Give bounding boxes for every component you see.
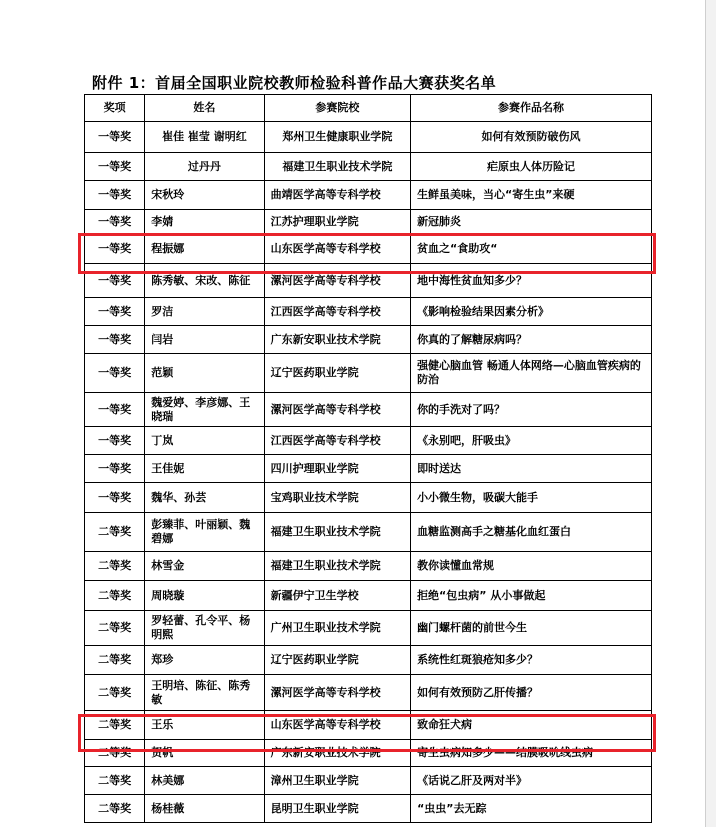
work-cell: 寄生虫病知多少——结膜吸吮线虫病 — [411, 740, 652, 767]
school-cell: 广东新安职业技术学院 — [264, 740, 410, 767]
name-cell: 王佳妮 — [145, 455, 264, 483]
header-prize: 奖项 — [85, 95, 145, 122]
name-cell: 罗洁 — [145, 298, 264, 326]
table-row — [85, 264, 652, 298]
work-cell: “虫虫”去无踪 — [411, 795, 652, 823]
table-row — [85, 298, 652, 326]
name-cell: 宋秋玲 — [145, 181, 264, 210]
school-cell: 宝鸡职业技术学院 — [264, 483, 410, 513]
school-cell: 江苏护理职业学院 — [264, 210, 410, 235]
name-cell: 陈秀敏、宋改、陈征 — [145, 264, 264, 298]
prize-cell: 一等奖 — [85, 264, 145, 298]
school-cell: 福建卫生职业技术学院 — [264, 552, 410, 581]
work-cell: 强健心脑血管 畅通人体网络—心脑血管疾病的防治 — [411, 354, 652, 393]
work-cell: 即时送达 — [411, 455, 652, 483]
award-table — [84, 94, 652, 823]
prize-cell: 一等奖 — [85, 354, 145, 393]
header-school: 参赛院校 — [264, 95, 410, 122]
prize-cell: 二等奖 — [85, 711, 145, 740]
prize-cell: 二等奖 — [85, 767, 145, 795]
prize-cell: 二等奖 — [85, 675, 145, 711]
table-row — [85, 581, 652, 611]
prize-cell: 二等奖 — [85, 552, 145, 581]
name-cell: 彭臻菲、叶丽颖、魏碧娜 — [145, 513, 264, 552]
work-cell: 系统性红斑狼疮知多少？ — [411, 646, 652, 675]
work-cell: 如何有效预防破伤风 — [411, 122, 652, 153]
name-cell: 魏爱婷、李彦娜、王晓瑞 — [145, 393, 264, 427]
prize-cell: 二等奖 — [85, 740, 145, 767]
name-cell: 杨桂薇 — [145, 795, 264, 823]
school-cell: 漯河医学高等专科学校 — [264, 264, 410, 298]
work-cell: 幽门螺杆菌的前世今生 — [411, 611, 652, 646]
prize-cell: 一等奖 — [85, 122, 145, 153]
work-cell: 《永别吧，肝吸虫》 — [411, 427, 652, 455]
table-row — [85, 795, 652, 823]
work-cell: 血糖监测高手之糖基化血红蛋白 — [411, 513, 652, 552]
prize-cell: 一等奖 — [85, 153, 145, 181]
table-row — [85, 181, 652, 210]
prize-cell: 一等奖 — [85, 393, 145, 427]
table-row — [85, 711, 652, 740]
prize-cell: 一等奖 — [85, 181, 145, 210]
table-row — [85, 675, 652, 711]
work-cell: 教你读懂血常规 — [411, 552, 652, 581]
work-cell: 小小微生物，吸碳大能手 — [411, 483, 652, 513]
name-cell: 丁岚 — [145, 427, 264, 455]
name-cell: 王乐 — [145, 711, 264, 740]
school-cell: 广东新安职业技术学院 — [264, 326, 410, 354]
table-row — [85, 513, 652, 552]
school-cell: 辽宁医药职业学院 — [264, 354, 410, 393]
name-cell: 周晓璇 — [145, 581, 264, 611]
school-cell: 漯河医学高等专科学校 — [264, 675, 410, 711]
table-row — [85, 354, 652, 393]
prize-cell: 一等奖 — [85, 210, 145, 235]
table-row — [85, 235, 652, 264]
school-cell: 江西医学高等专科学校 — [264, 427, 410, 455]
name-cell: 程振娜 — [145, 235, 264, 264]
prize-cell: 一等奖 — [85, 235, 145, 264]
school-cell: 广州卫生职业技术学院 — [264, 611, 410, 646]
school-cell: 辽宁医药职业学院 — [264, 646, 410, 675]
work-cell: 疟原虫人体历险记 — [411, 153, 652, 181]
work-cell: 《话说乙肝及两对半》 — [411, 767, 652, 795]
name-cell: 李婧 — [145, 210, 264, 235]
work-cell: 你真的了解糖尿病吗？ — [411, 326, 652, 354]
name-cell: 林美娜 — [145, 767, 264, 795]
table-row — [85, 646, 652, 675]
name-cell: 王明培、陈征、陈秀敏 — [145, 675, 264, 711]
name-cell: 魏华、孙芸 — [145, 483, 264, 513]
header-name: 姓名 — [145, 95, 264, 122]
work-cell: 生鲜虽美味，当心“寄生虫”来硬 — [411, 181, 652, 210]
school-cell: 福建卫生职业技术学院 — [264, 153, 410, 181]
school-cell: 福建卫生职业技术学院 — [264, 513, 410, 552]
work-cell: 贫血之“食助攻“ — [411, 235, 652, 264]
work-cell: 如何有效预防乙肝传播？ — [411, 675, 652, 711]
school-cell: 四川护理职业学院 — [264, 455, 410, 483]
table-row — [85, 326, 652, 354]
school-cell: 漯河医学高等专科学校 — [264, 393, 410, 427]
prize-cell: 二等奖 — [85, 795, 145, 823]
prize-cell: 一等奖 — [85, 326, 145, 354]
table-row — [85, 740, 652, 767]
prize-cell: 一等奖 — [85, 427, 145, 455]
school-cell: 山东医学高等专科学校 — [264, 711, 410, 740]
table-row — [85, 611, 652, 646]
work-cell: 地中海性贫血知多少？ — [411, 264, 652, 298]
work-cell: 致命狂犬病 — [411, 711, 652, 740]
prize-cell: 二等奖 — [85, 513, 145, 552]
school-cell: 漳州卫生职业学院 — [264, 767, 410, 795]
name-cell: 罗轻蕾、孔令平、杨明熙 — [145, 611, 264, 646]
viewer-right-edge — [705, 0, 716, 827]
school-cell: 郑州卫生健康职业学院 — [264, 122, 410, 153]
school-cell: 曲靖医学高等专科学校 — [264, 181, 410, 210]
prize-cell: 二等奖 — [85, 581, 145, 611]
school-cell: 江西医学高等专科学校 — [264, 298, 410, 326]
prize-cell: 一等奖 — [85, 298, 145, 326]
table-row — [85, 455, 652, 483]
name-cell: 闫岩 — [145, 326, 264, 354]
prize-cell: 二等奖 — [85, 646, 145, 675]
work-cell: 《影响检验结果因素分析》 — [411, 298, 652, 326]
table-header-row — [85, 95, 652, 122]
prize-cell: 一等奖 — [85, 483, 145, 513]
school-cell: 昆明卫生职业学院 — [264, 795, 410, 823]
table-row — [85, 393, 652, 427]
work-cell: 拒绝“包虫病” 从小事做起 — [411, 581, 652, 611]
name-cell: 林雪金 — [145, 552, 264, 581]
name-cell: 范颖 — [145, 354, 264, 393]
prize-cell: 一等奖 — [85, 455, 145, 483]
name-cell: 郑珍 — [145, 646, 264, 675]
table-row — [85, 210, 652, 235]
name-cell: 贺帆 — [145, 740, 264, 767]
name-cell: 崔佳 崔莹 谢明红 — [145, 122, 264, 153]
prize-cell: 二等奖 — [85, 611, 145, 646]
table-row — [85, 552, 652, 581]
document-title: 附件 1：首届全国职业院校教师检验科普作品大赛获奖名单 — [92, 74, 497, 92]
table-row — [85, 483, 652, 513]
table-row — [85, 427, 652, 455]
table-row — [85, 122, 652, 153]
header-work: 参赛作品名称 — [411, 95, 652, 122]
award-table-body — [85, 122, 652, 823]
school-cell: 山东医学高等专科学校 — [264, 235, 410, 264]
school-cell: 新疆伊宁卫生学校 — [264, 581, 410, 611]
name-cell: 过丹丹 — [145, 153, 264, 181]
table-row — [85, 767, 652, 795]
table-row — [85, 153, 652, 181]
work-cell: 新冠肺炎 — [411, 210, 652, 235]
work-cell: 你的手洗对了吗？ — [411, 393, 652, 427]
